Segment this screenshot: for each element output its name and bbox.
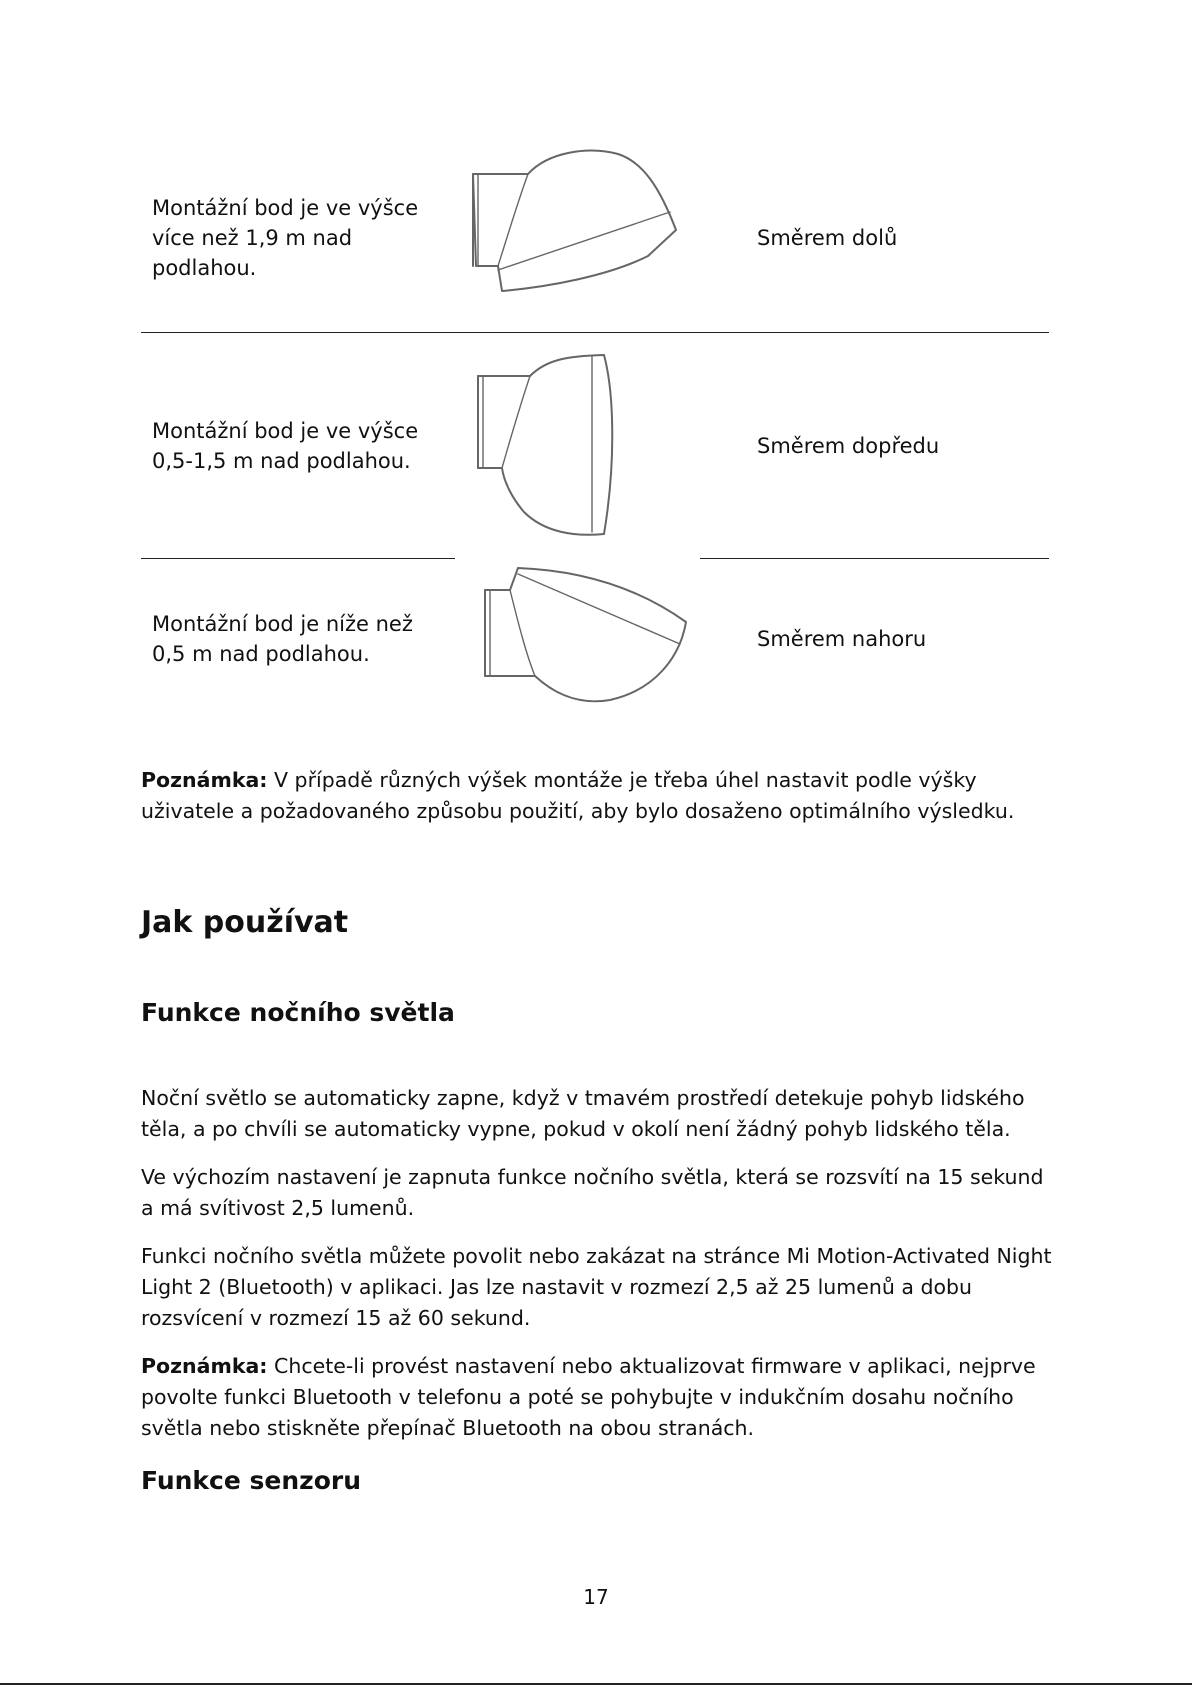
night-light-title: Funkce nočního světla <box>141 998 455 1027</box>
night-light-paragraph-3: Funkci nočního světla můžete povolit nebo zakázat na stránce Mi Motion-Activated Night Light 2 (Bluetooth) v aplikaci. Jas lze nastavit v rozmezí 2,5 až 25 lumenů a dobu rozsvícení v rozmezí 15 až 60 sekund. <box>141 1244 1052 1330</box>
note-text: Chcete-li provést nastavení nebo aktualizovat firmware v aplikaci, nejprve povolte funkci Bluetooth v telefonu a poté se pohybujte v indukčním dosahu nočního světla nebo stiskněte přepínač Bluetooth na obou stranách. <box>141 1354 1036 1440</box>
mounting-direction-down: Směrem dolů <box>757 226 898 250</box>
mounting-condition-low: Montážní bod je níže než 0,5 m nad podlahou. <box>152 612 413 666</box>
mounting-direction-up: Směrem nahoru <box>757 627 927 651</box>
mounting-note <box>141 765 1061 827</box>
night-light-facing-down-illustration <box>468 146 684 296</box>
note-label: Poznámka: <box>141 1354 268 1378</box>
table-divider <box>141 558 455 559</box>
table-divider <box>700 558 1049 559</box>
sensor-title: Funkce senzoru <box>141 1466 362 1495</box>
mounting-condition-high: Montážní bod je ve výšce více než 1,9 m nad podlahou. <box>152 196 419 280</box>
note-label: Poznámka: <box>141 768 268 792</box>
night-light-paragraph-1: Noční světlo se automaticky zapne, když v tmavém prostředí detekuje pohyb lidského těla, a po chvíli se automaticky vypne, pokud v okolí není žádný pohyb lidského těla. <box>141 1086 1025 1141</box>
note-text: V případě různých výšek montáže je třeba úhel nastavit podle výšky uživatele a požadovaného způsobu použití, aby bylo dosaženo optimálního výsledku. <box>141 768 1015 823</box>
night-light-facing-forward-illustration <box>474 352 622 538</box>
mounting-direction-forward: Směrem dopředu <box>757 434 940 458</box>
table-divider <box>141 332 1049 333</box>
night-light-note <box>141 1351 1061 1444</box>
mounting-condition-mid: Montážní bod je ve výšce 0,5-1,5 m nad podlahou. <box>152 419 419 473</box>
night-light-paragraph-2: Ve výchozím nastavení je zapnuta funkce nočního světla, která se rozsvítí na 15 sekund a má svítivost 2,5 lumenů. <box>141 1165 1044 1220</box>
page-number: 17 <box>583 1585 609 1609</box>
section-title: Jak používat <box>141 905 349 940</box>
night-light-facing-up-illustration <box>480 562 696 706</box>
